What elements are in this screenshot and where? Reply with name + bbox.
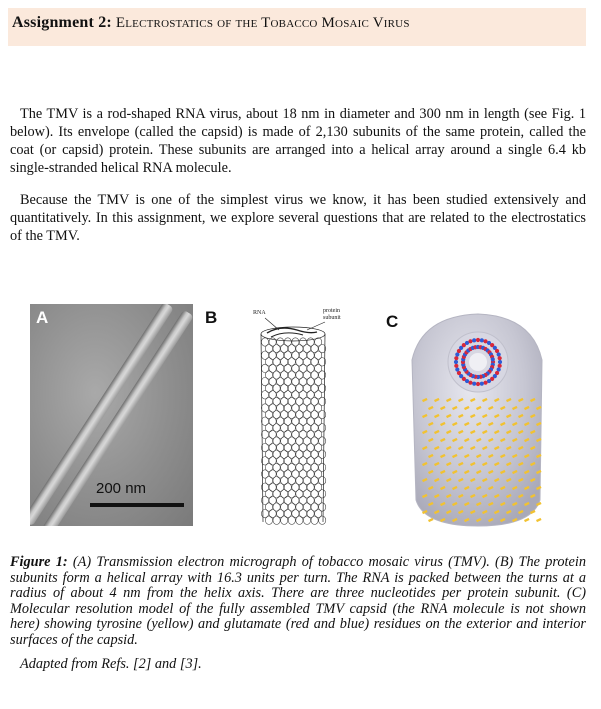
protein-subunit	[288, 384, 295, 392]
protein-subunit	[292, 509, 299, 517]
protein-subunit	[281, 463, 288, 471]
protein-subunit	[311, 450, 318, 458]
protein-subunit	[277, 364, 284, 372]
protein-subunit	[277, 483, 284, 491]
protein-subunit	[319, 503, 326, 511]
protein-subunit	[288, 344, 295, 352]
protein-subunit	[296, 463, 303, 471]
protein-subunit	[273, 424, 280, 432]
protein-subunit	[265, 358, 272, 366]
protein-subunit	[261, 338, 268, 346]
protein-subunit	[269, 364, 276, 372]
protein-subunit	[288, 424, 295, 432]
protein-subunit	[292, 364, 299, 372]
protein-subunit	[288, 450, 295, 458]
protein-subunit	[311, 410, 318, 418]
protein-subunit	[277, 457, 284, 465]
tyrosine-residue	[428, 518, 434, 522]
protein-subunit	[307, 417, 314, 425]
protein-subunit	[311, 424, 318, 432]
protein-subunit	[319, 397, 326, 405]
protein-subunit	[311, 463, 318, 471]
protein-subunit	[261, 509, 268, 517]
protein-subunit	[315, 377, 322, 385]
protein-subunit	[269, 496, 276, 504]
protein-subunit	[303, 397, 310, 405]
protein-subunit	[281, 490, 288, 498]
protein-subunit	[261, 377, 268, 385]
protein-subunit	[277, 351, 284, 359]
protein-subunit	[311, 384, 318, 392]
protein-subunit	[292, 338, 299, 346]
protein-subunit	[273, 490, 280, 498]
protein-subunit	[288, 437, 295, 445]
protein-subunit	[284, 509, 291, 517]
glutamate-residue	[497, 352, 501, 356]
protein-subunit	[299, 443, 306, 451]
protein-subunit	[307, 404, 314, 412]
protein-subunit	[265, 344, 272, 352]
protein-subunit	[292, 404, 299, 412]
protein-subunit	[311, 397, 318, 405]
protein-subunit	[292, 377, 299, 385]
protein-subunit	[273, 437, 280, 445]
glutamate-residue	[455, 367, 459, 371]
protein-subunit	[311, 503, 318, 511]
protein-subunit	[311, 344, 318, 352]
protein-subunit	[307, 430, 314, 438]
assignment-title	[8, 8, 586, 46]
glutamate-residue	[468, 339, 472, 343]
protein-subunit	[292, 351, 299, 359]
protein-subunit	[292, 430, 299, 438]
protein-subunit	[281, 503, 288, 511]
protein-subunit	[299, 470, 306, 478]
protein-subunit	[307, 496, 314, 504]
protein-subunit	[277, 377, 284, 385]
protein-subunit	[311, 476, 318, 484]
protein-subunit	[261, 417, 268, 425]
glutamate-residue	[454, 356, 458, 360]
protein-subunit	[315, 509, 322, 517]
glutamate-residue	[498, 356, 502, 360]
protein-subunit	[284, 443, 291, 451]
protein-subunit	[265, 503, 272, 511]
protein-subunit	[296, 384, 303, 392]
protein-subunit	[273, 344, 280, 352]
protein-subunit	[265, 437, 272, 445]
protein-subunit	[311, 437, 318, 445]
protein-subunit	[277, 430, 284, 438]
protein-subunit	[319, 437, 326, 445]
protein-subunit	[277, 417, 284, 425]
glutamate-residue	[498, 360, 502, 364]
protein-subunit	[288, 490, 295, 498]
protein-subunit	[288, 397, 295, 405]
protein-subunit	[319, 490, 326, 498]
protein-subunit	[311, 516, 318, 524]
protein-subunit	[273, 516, 280, 524]
protein-subunit	[307, 443, 314, 451]
protein-subunit	[296, 476, 303, 484]
protein-subunit	[315, 391, 322, 399]
protein-subunit	[269, 483, 276, 491]
protein-subunit	[261, 351, 268, 359]
protein-subunit	[288, 371, 295, 379]
protein-subunit	[277, 496, 284, 504]
protein-subunit	[284, 470, 291, 478]
protein-subunit	[277, 391, 284, 399]
protein-subunit	[273, 463, 280, 471]
protein-subunit	[265, 384, 272, 392]
glutamate-residue	[472, 338, 476, 342]
protein-subunit	[288, 358, 295, 366]
protein-subunit	[303, 410, 310, 418]
protein-subunit	[311, 490, 318, 498]
subunit-label: subunit	[323, 315, 341, 321]
capsid-model	[382, 300, 568, 528]
glutamate-residue	[476, 338, 480, 342]
protein-subunit	[292, 417, 299, 425]
protein-subunit	[273, 371, 280, 379]
protein-subunit	[299, 404, 306, 412]
protein-subunit	[281, 397, 288, 405]
protein-subunit	[265, 463, 272, 471]
helix-drawing-panel	[205, 300, 380, 532]
protein-subunit	[307, 457, 314, 465]
protein-subunit	[311, 371, 318, 379]
protein-subunit	[284, 338, 291, 346]
protein-subunit	[303, 424, 310, 432]
protein-subunit	[284, 457, 291, 465]
protein-subunit	[315, 443, 322, 451]
protein-subunit	[292, 391, 299, 399]
protein-subunit	[269, 430, 276, 438]
protein-subunit	[281, 371, 288, 379]
protein-subunit	[315, 404, 322, 412]
intro-paragraph: The TMV is a rod-shaped RNA virus, about 18 nm in diameter and 300 nm in length (see Fig. 1 below). Its envelope (called the capsid) is made of 2,130 subunits of the same protein, called the coat (or capsid) protein. These subunits are arranged into a helical array around a single 6.4 kb single-stranded helical RNA molecule.	[10, 106, 586, 176]
protein-subunit	[299, 391, 306, 399]
protein-subunit	[284, 364, 291, 372]
protein-subunit	[273, 410, 280, 418]
protein-subunit	[303, 476, 310, 484]
protein-subunit	[299, 338, 306, 346]
protein-subunit	[261, 364, 268, 372]
glutamate-residue	[454, 364, 458, 368]
protein-subunit	[303, 490, 310, 498]
protein-subunit	[288, 410, 295, 418]
protein-subunit	[273, 358, 280, 366]
protein-subunit	[273, 503, 280, 511]
protein-subunit	[303, 437, 310, 445]
protein-subunit	[307, 364, 314, 372]
protein-subunit	[265, 371, 272, 379]
protein-subunit	[319, 410, 326, 418]
protein-subunit	[277, 470, 284, 478]
protein-subunit	[269, 470, 276, 478]
protein-subunit	[292, 483, 299, 491]
protein-subunit	[265, 476, 272, 484]
protein-subunit	[296, 424, 303, 432]
protein-subunit	[288, 516, 295, 524]
protein-subunit	[292, 457, 299, 465]
protein-subunit	[284, 430, 291, 438]
protein-label: protein	[323, 308, 340, 314]
protein-subunit	[292, 443, 299, 451]
protein-subunit	[269, 457, 276, 465]
protein-subunit	[288, 476, 295, 484]
protein-subunit	[265, 410, 272, 418]
protein-subunit	[277, 509, 284, 517]
title-rest: Electrostatics of the Tobacco Mosaic Virus	[115, 15, 410, 31]
protein-subunit	[284, 496, 291, 504]
protein-subunit	[269, 404, 276, 412]
protein-subunit	[303, 344, 310, 352]
protein-subunit	[307, 351, 314, 359]
protein-subunit	[269, 377, 276, 385]
protein-subunit	[281, 516, 288, 524]
protein-subunit	[315, 351, 322, 359]
helix-drawing	[205, 300, 380, 532]
glutamate-residue	[454, 360, 458, 364]
glutamate-residue	[483, 381, 487, 385]
protein-subunit	[265, 397, 272, 405]
protein-subunit	[315, 483, 322, 491]
protein-subunit	[284, 391, 291, 399]
protein-subunit	[307, 483, 314, 491]
protein-subunit	[265, 450, 272, 458]
protein-subunit	[315, 457, 322, 465]
protein-subunit	[315, 470, 322, 478]
protein-subunit	[296, 358, 303, 366]
protein-subunit	[265, 516, 272, 524]
protein-subunit	[296, 344, 303, 352]
protein-subunit	[296, 450, 303, 458]
protein-subunit	[307, 470, 314, 478]
protein-subunit	[292, 496, 299, 504]
figure-caption-text: (A) Transmission electron micrograph of tobacco mosaic virus (TMV). (B) The protein subunits form a helical array with 16.3 units per turn. The RNA is packed between the turns at a radius of about 4 nm from the helix axis. There are three nucleotides per protein subunit. (C) Molecular resolution model of the fully assembled TMV capsid (the RNA molecule is not shown here) showing tyrosine (yellow) and glutamate (red and blue) residues on the exterior and interior surfaces of the capsid.	[10, 554, 586, 648]
protein-subunit	[299, 417, 306, 425]
protein-subunit	[296, 410, 303, 418]
protein-subunit	[296, 437, 303, 445]
protein-subunit	[303, 384, 310, 392]
protein-subunit	[265, 490, 272, 498]
protein-subunit	[281, 410, 288, 418]
tyrosine-residue	[536, 518, 542, 522]
protein-subunit	[299, 364, 306, 372]
scale-bar	[90, 503, 184, 507]
protein-subunit	[265, 424, 272, 432]
protein-subunit	[273, 450, 280, 458]
protein-subunit	[284, 417, 291, 425]
protein-subunit	[315, 430, 322, 438]
rna-label: RNA	[253, 310, 266, 316]
protein-subunit	[261, 430, 268, 438]
protein-subunit	[296, 397, 303, 405]
protein-subunit	[307, 509, 314, 517]
protein-subunit	[281, 437, 288, 445]
protein-subunit	[307, 391, 314, 399]
protein-subunit	[303, 503, 310, 511]
protein-subunit	[284, 483, 291, 491]
protein-subunit	[296, 516, 303, 524]
protein-subunit	[296, 371, 303, 379]
protein-subunit	[319, 476, 326, 484]
protein-subunit	[269, 351, 276, 359]
protein-subunit	[281, 476, 288, 484]
panel-c-label: C	[386, 312, 399, 331]
protein-subunit	[273, 384, 280, 392]
protein-subunit	[315, 417, 322, 425]
protein-subunit	[299, 351, 306, 359]
protein-subunit	[281, 344, 288, 352]
protein-subunit	[284, 351, 291, 359]
protein-subunit	[319, 516, 326, 524]
panel-b-label: B	[205, 308, 218, 327]
protein-subunit	[261, 391, 268, 399]
molecular-model-panel	[382, 300, 568, 528]
protein-subunit	[299, 430, 306, 438]
protein-subunit	[281, 450, 288, 458]
protein-subunit	[299, 509, 306, 517]
protein-subunit	[319, 424, 326, 432]
protein-subunit	[261, 404, 268, 412]
protein-subunit	[277, 338, 284, 346]
protein-subunit	[303, 358, 310, 366]
protein-subunit	[319, 450, 326, 458]
protein-subunit	[319, 463, 326, 471]
glutamate-residue	[491, 357, 495, 361]
protein-subunit	[284, 377, 291, 385]
protein-subunit	[277, 404, 284, 412]
protein-subunit	[296, 490, 303, 498]
micrograph-panel	[30, 304, 193, 526]
protein-subunit	[315, 496, 322, 504]
protein-subunit	[292, 470, 299, 478]
protein-subunit	[281, 384, 288, 392]
protein-subunit	[307, 338, 314, 346]
protein-subunit	[281, 358, 288, 366]
protein-subunit	[303, 371, 310, 379]
protein-subunit	[273, 397, 280, 405]
glutamate-residue	[480, 382, 484, 386]
purpose-paragraph: Because the TMV is one of the simplest virus we know, it has been studied extensively and quantitatively. In this assignment, we explore several questions that are related to the electrostatics of the TMV.	[10, 192, 586, 244]
protein-subunit	[281, 424, 288, 432]
protein-subunit	[307, 377, 314, 385]
figure-source: Adapted from Refs. [2] and [3].	[20, 656, 202, 672]
protein-subunit	[299, 377, 306, 385]
protein-subunit	[299, 457, 306, 465]
protein-subunit	[269, 417, 276, 425]
protein-subunit	[315, 338, 322, 346]
protein-subunit	[277, 443, 284, 451]
protein-subunit	[315, 364, 322, 372]
protein-subunit	[269, 443, 276, 451]
protein-subunit	[299, 496, 306, 504]
panel-a-label: A	[36, 308, 49, 327]
protein-subunit	[284, 404, 291, 412]
protein-subunit	[269, 509, 276, 517]
tyrosine-residue	[524, 518, 530, 522]
title-lead: Assignment 2:	[12, 14, 112, 31]
protein-subunit	[311, 358, 318, 366]
protein-subunit	[296, 503, 303, 511]
protein-subunit	[273, 476, 280, 484]
protein-subunit	[269, 391, 276, 399]
protein-subunit	[299, 483, 306, 491]
protein-subunit	[288, 503, 295, 511]
glutamate-residue	[480, 338, 484, 342]
glutamate-residue	[498, 364, 502, 368]
glutamate-residue	[476, 382, 480, 386]
protein-subunit	[288, 463, 295, 471]
scale-bar-label: 200 nm	[96, 480, 147, 497]
protein-subunit	[303, 450, 310, 458]
figure-caption-label: Figure 1:	[10, 554, 68, 570]
protein-subunit	[303, 516, 310, 524]
protein-subunit	[303, 463, 310, 471]
figure-caption	[10, 555, 586, 649]
glutamate-residue	[472, 382, 476, 386]
